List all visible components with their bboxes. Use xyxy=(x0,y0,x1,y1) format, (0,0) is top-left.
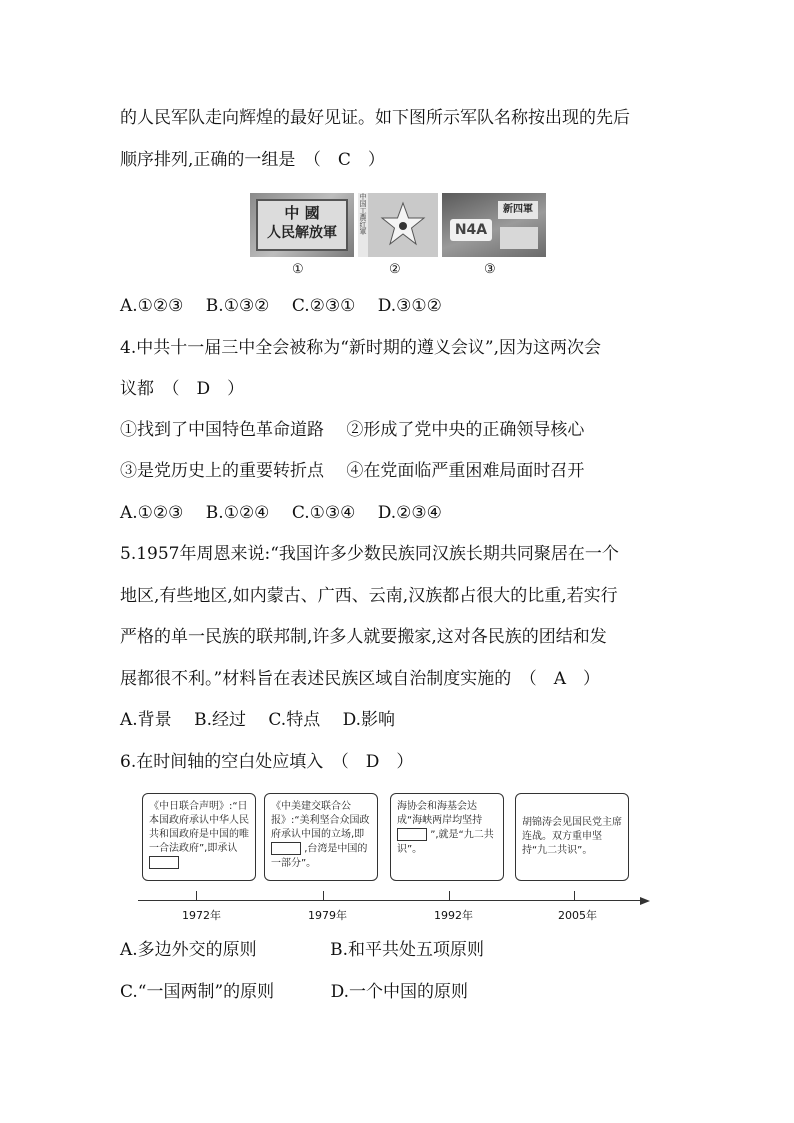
red-army-flag-text: 中国工農红軍 xyxy=(358,193,368,257)
q5-text-line1: 5.1957年周恩来说:“我国许多少数民族同汉族长期共同聚居在一个 xyxy=(120,544,619,564)
timeline-tick xyxy=(323,891,324,901)
photo-label-2: ② xyxy=(389,262,401,277)
timeline-year-2005: 2005年 xyxy=(558,909,597,922)
timeline xyxy=(138,790,654,930)
q5-text-line3: 严格的单一民族的联邦制,许多人就要搬家,这对各民族的团结和发 xyxy=(120,627,607,647)
q4-text-line1: 4.中共十一届三中全会被称为“新时期的遵义会议”,因为这两次会 xyxy=(120,338,602,358)
q4-options: A.①②③ B.①②④ C.①③④ D.②③④ xyxy=(120,503,442,523)
q5-options: A.背景 B.经过 C.特点 D.影响 xyxy=(120,710,396,730)
timeline-box-1992-text-end: ”,就是“九二共识”。 xyxy=(397,829,494,855)
q4-statements-1: ①找到了中国特色革命道路 ②形成了党中央的正确领导核心 xyxy=(120,420,585,440)
timeline-box-1992-text: 海协会和海基会达成“海峡两岸均坚持 xyxy=(397,801,483,826)
q6-options-1: A.多边外交的原则 B.和平共处五项原则 xyxy=(120,940,484,960)
photo-label-3: ③ xyxy=(484,262,496,277)
army-photos xyxy=(250,193,546,257)
q6-options-2: C.“一国两制”的原则 D.一个中国的原则 xyxy=(120,982,469,1002)
timeline-axis xyxy=(138,900,642,901)
photo-label-1: ① xyxy=(292,262,304,277)
timeline-box-1979 xyxy=(264,793,378,881)
q5-text-line4: 展都很不利。”材料旨在表述民族区域自治制度实施的 （ A ） xyxy=(120,669,600,689)
blank-box xyxy=(149,856,179,869)
q3-options: A.①②③ B.①③② C.②③① D.③①② xyxy=(120,296,442,316)
timeline-tick xyxy=(196,891,197,901)
timeline-box-1972 xyxy=(142,793,256,881)
pla-patch-text2: 人民解放軍 xyxy=(267,225,337,241)
q3-text-line1: 的人民军队走向辉煌的最好见证。如下图所示军队名称按出现的先后 xyxy=(120,108,630,128)
n4a-patch-photo xyxy=(442,193,546,257)
pla-patch-text1: 中 國 xyxy=(284,204,320,222)
red-army-flag-photo xyxy=(358,193,438,257)
n4a-patch-text1: 新四軍 xyxy=(498,201,538,219)
blank-box xyxy=(271,842,301,855)
timeline-box-1979-text: 《中美建交联合公报》:“美利坚合众国政府承认中国的立场,即 xyxy=(271,801,370,840)
q4-statements-2: ③是党历史上的重要转折点 ④在党面临严重困难局面时召开 xyxy=(120,461,585,481)
pla-patch-photo xyxy=(250,193,354,257)
timeline-box-1979-text-end: ,台湾是中国的一部分”。 xyxy=(271,843,368,869)
timeline-box-2005 xyxy=(515,793,629,881)
q4-text-line2: 议都 （ D ） xyxy=(120,379,245,399)
q6-text-line1: 6.在时间轴的空白处应填入 （ D ） xyxy=(120,752,414,772)
q3-text-line2: 顺序排列,正确的一组是 （ C ） xyxy=(120,150,385,170)
timeline-year-1972: 1972年 xyxy=(182,909,221,922)
timeline-box-1992 xyxy=(390,793,504,881)
n4a-patch-text2: N4A xyxy=(450,219,492,241)
timeline-box-1972-text: 《中日联合声明》:“日本国政府承认中华人民共和国政府是中国的唯一合法政府”,即承认 xyxy=(149,801,249,854)
timeline-tick xyxy=(574,891,575,901)
timeline-year-1979: 1979年 xyxy=(308,909,347,922)
q5-text-line2: 地区,有些地区,如内蒙古、广西、云南,汉族都占很大的比重,若实行 xyxy=(120,586,618,606)
timeline-year-1992: 1992年 xyxy=(434,909,473,922)
timeline-tick xyxy=(449,891,450,901)
blank-box xyxy=(397,828,427,841)
timeline-box-2005-text: 胡锦涛会见国民党主席连战。双方重申坚持“九二共识”。 xyxy=(522,817,622,856)
star-icon xyxy=(380,201,426,247)
arrow-right-icon xyxy=(640,897,650,905)
